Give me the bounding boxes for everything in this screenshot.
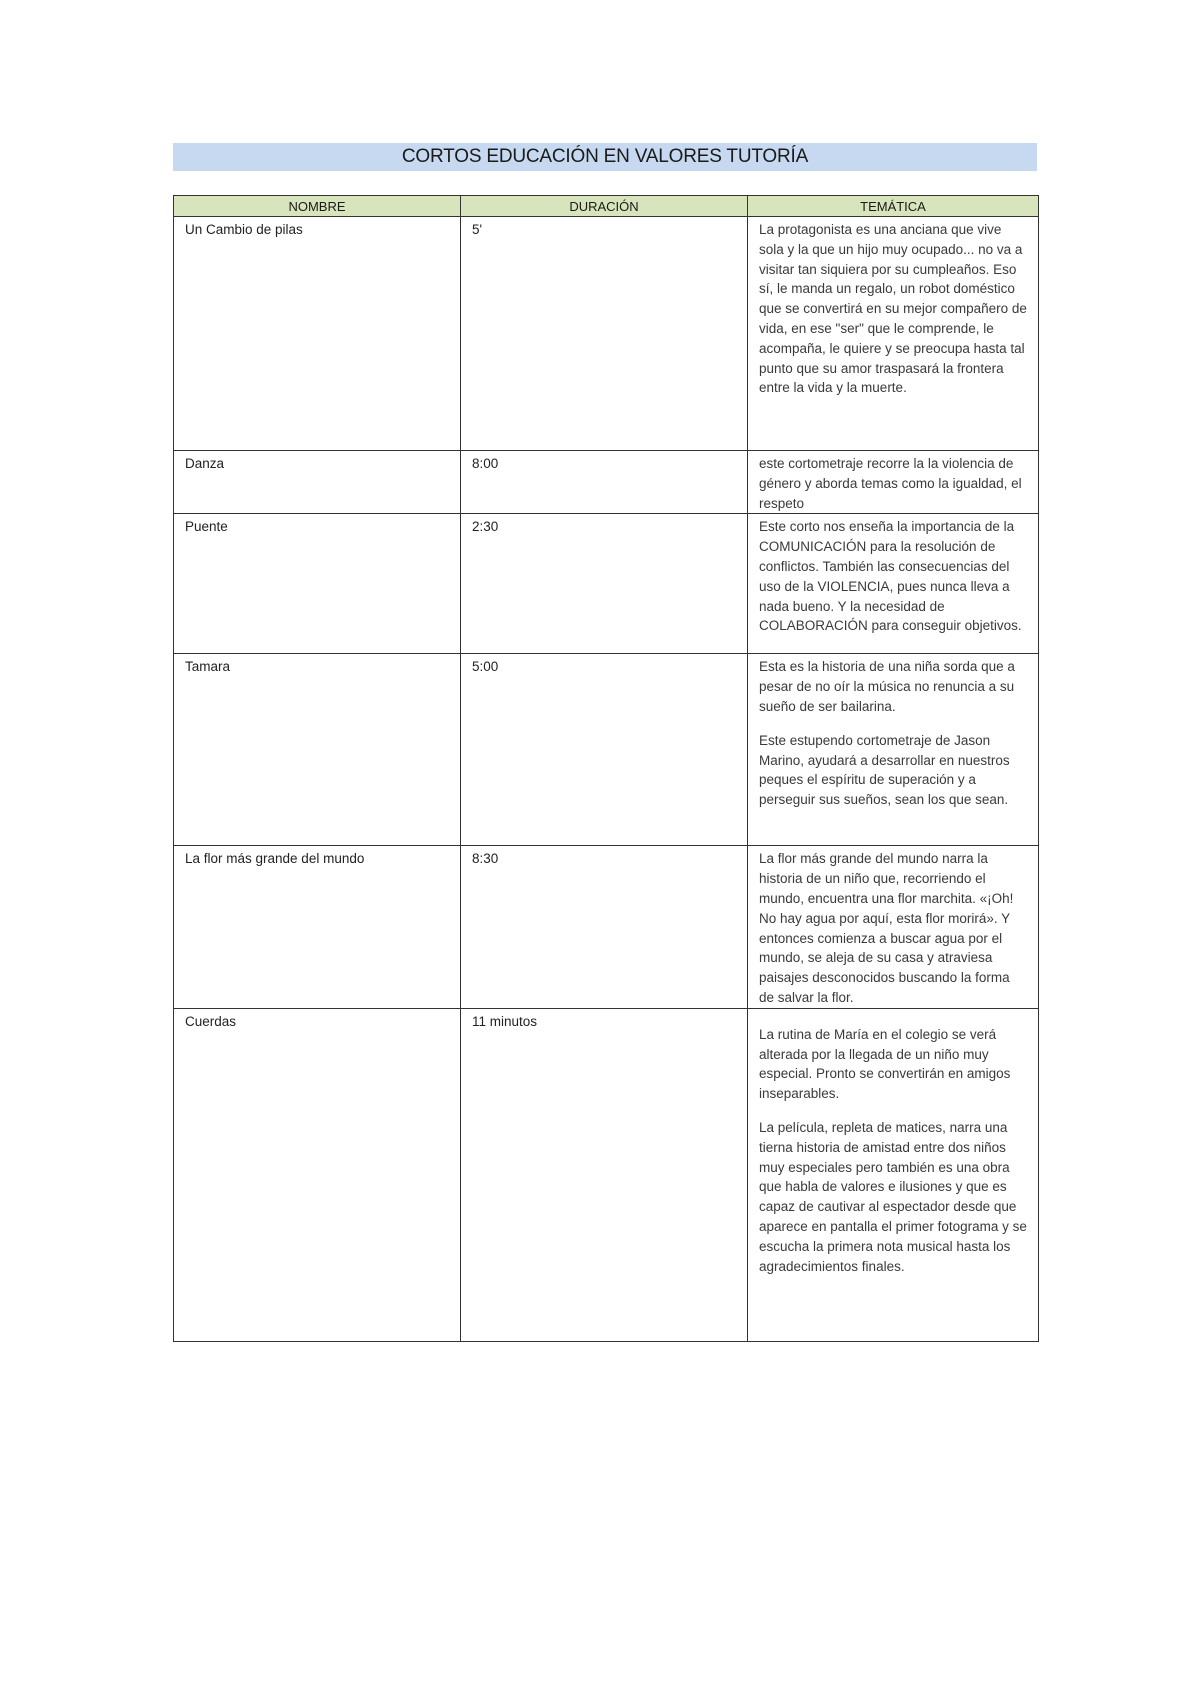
cell-theme — [748, 217, 1039, 451]
cell-duration: 5:00 — [461, 654, 748, 846]
cell-duration: 2:30 — [461, 514, 748, 654]
theme-paragraph: este cortometraje recorre la la violencia de género y aborda temas como la igualdad, el respeto — [759, 456, 1022, 511]
theme-paragraph: Este corto nos enseña la importancia de la COMUNICACIÓN para la resolución de conflictos. También las consecuencias del uso de la VIOLENCIA, pues nunca lleva a nada bueno. Y la necesidad de COLABORACIÓN para conseguir objetivos. — [759, 519, 1022, 634]
cell-duration: 8:00 — [461, 451, 748, 514]
cell-name: Danza — [174, 451, 461, 514]
cell-theme — [748, 654, 1039, 846]
theme-paragraph: La película, repleta de matices, narra una tierna historia de amistad entre dos niños muy especiales pero también es una obra que habla de valores e ilusiones y que es capaz de cautivar al espectador desde que aparece en pantalla el primer fotograma y se escucha la primera nota musical hasta los agradecimientos finales. — [759, 1119, 1027, 1274]
cell-theme — [748, 451, 1039, 514]
cell-name: La flor más grande del mundo — [174, 846, 461, 1008]
header-tematica: TEMÁTICA — [748, 196, 1039, 217]
header-duracion: DURACIÓN — [461, 196, 748, 217]
cell-theme — [748, 1008, 1039, 1341]
cell-theme — [748, 846, 1039, 1008]
table-row — [174, 514, 1039, 654]
theme-paragraph: La protagonista es una anciana que vive sola y la que un hijo muy ocupado... no va a visitar tan siquiera por su cumpleaños. Eso sí, le manda un regalo, un robot doméstico que se convertirá en su mejor compañero de vida, en ese "ser" que le comprende, le acompaña, le quiere y se preocupa hasta tal punto que su amor traspasará la frontera entre la vida y la muerte. — [759, 222, 1027, 396]
table-row — [174, 451, 1039, 514]
shorts-table — [173, 195, 1039, 1342]
table-row — [174, 217, 1039, 451]
cell-duration: 5' — [461, 217, 748, 451]
cell-name: Tamara — [174, 654, 461, 846]
theme-paragraph: Esta es la historia de una niña sorda que a pesar de no oír la música no renuncia a su sueño de ser bailarina. — [759, 659, 1015, 714]
table-row — [174, 846, 1039, 1008]
header-nombre: NOMBRE — [174, 196, 461, 217]
cell-name: Cuerdas — [174, 1008, 461, 1341]
document-title: CORTOS EDUCACIÓN EN VALORES TUTORÍA — [173, 143, 1037, 171]
theme-paragraph: La flor más grande del mundo narra la historia de un niño que, recorriendo el mundo, encuentra una flor marchita. «¡Oh! No hay agua por aquí, esta flor morirá». Y entonces comienza a buscar agua por el mundo, se aleja de su casa y atraviesa paisajes desconocidos buscando la forma de salvar la flor. — [759, 851, 1014, 1005]
table-row — [174, 654, 1039, 846]
cell-name: Un Cambio de pilas — [174, 217, 461, 451]
cell-duration: 11 minutos — [461, 1008, 748, 1341]
table-header-row — [174, 196, 1039, 217]
cell-name: Puente — [174, 514, 461, 654]
cell-theme — [748, 514, 1039, 654]
cell-duration: 8:30 — [461, 846, 748, 1008]
table-row — [174, 1008, 1039, 1341]
theme-paragraph: La rutina de María en el colegio se verá alterada por la llegada de un niño muy especial. Pronto se convertirán en amigos inseparables. — [759, 1026, 1011, 1102]
theme-paragraph: Este estupendo cortometraje de Jason Marino, ayudará a desarrollar en nuestros peques el espíritu de superación y a perseguir sus sueños, sean los que sean. — [759, 732, 1010, 808]
